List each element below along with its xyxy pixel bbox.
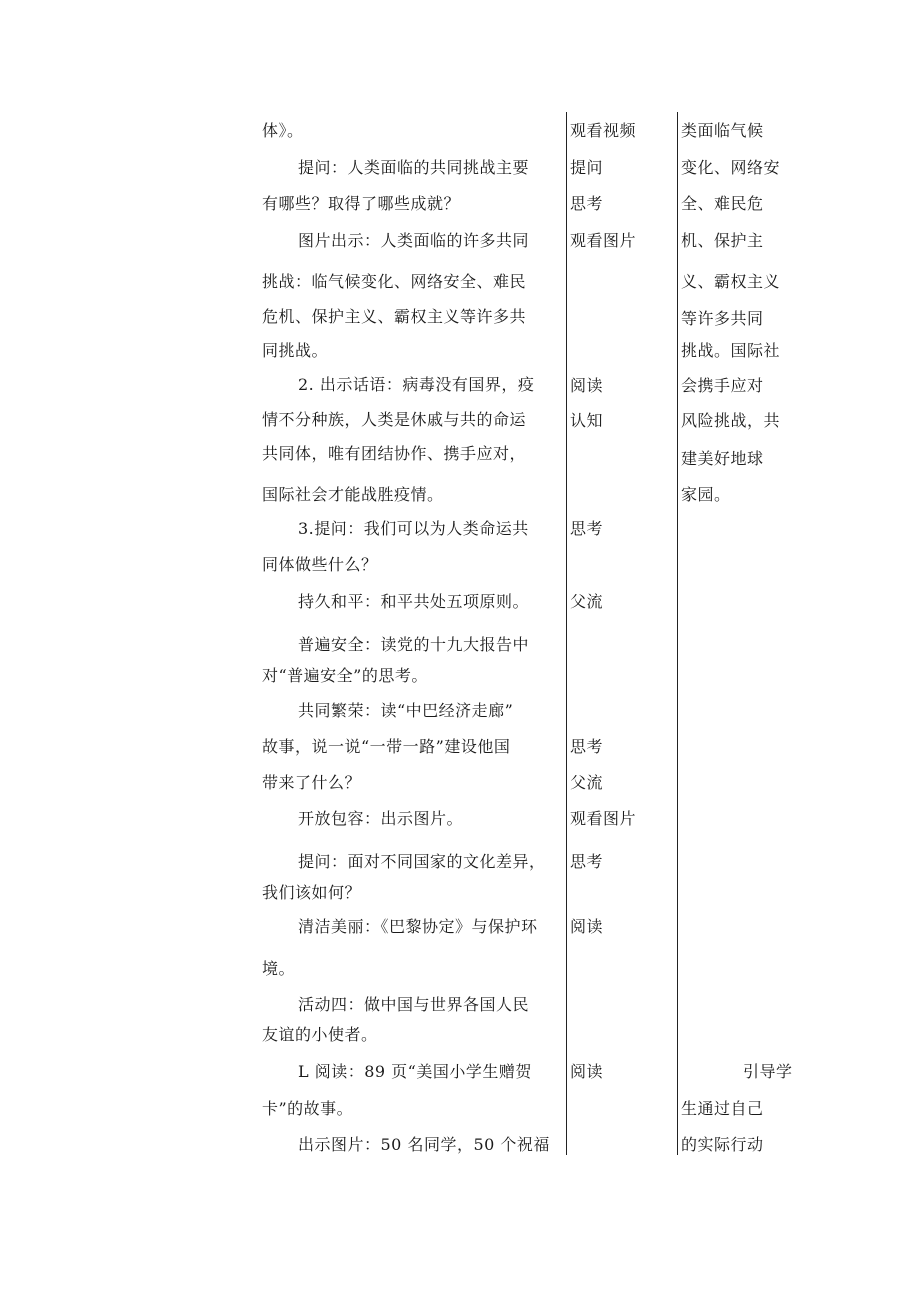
activity-line: 阅读 (570, 376, 604, 395)
content-line: 活动四：做中国与世界各国人民 (298, 995, 530, 1014)
content-line: 国际社会才能战胜疫情。 (262, 485, 444, 504)
activity-line: 观看图片 (570, 231, 637, 250)
activity-line: 阅读 (570, 917, 604, 936)
activity-line: 思考 (570, 519, 604, 538)
content-line: 危机、保护主义、霸权主义等许多共 (262, 307, 527, 326)
content-line: 同体做些什么？ (262, 555, 378, 574)
content-line: 体》。 (262, 121, 304, 140)
intent-line: 等许多共同 (681, 309, 764, 328)
activity-line: 提问 (570, 158, 604, 177)
intent-line: 类面临气候 (681, 121, 764, 140)
content-line: 卡”的故事。 (262, 1099, 354, 1118)
content-line: 2. 出示话语：病毒没有国界，疫 (298, 375, 535, 394)
intent-line: 变化、网络安 (681, 158, 781, 177)
intent-line: 建美好地球 (681, 449, 764, 468)
content-line: 共同繁荣：读“中巴经济走廊” (298, 701, 514, 720)
content-line: L 阅读：89 页“美国小学生赠贺 (298, 1062, 532, 1081)
content-line: 挑战：临气候变化、网络安全、难民 (262, 272, 527, 291)
intent-line: 风险挑战，共 (681, 411, 781, 430)
intent-line: 生通过自己 (681, 1099, 764, 1118)
activity-line: 观看视频 (570, 121, 637, 140)
content-line: 带来了什么？ (262, 773, 362, 792)
content-line: 友谊的小使者。 (262, 1025, 378, 1044)
content-line: 3.提问：我们可以为人类命运共 (298, 519, 529, 538)
activity-line: 思考 (570, 852, 604, 871)
intent-line: 会携手应对 (681, 376, 764, 395)
intent-line: 全、难民危 (681, 194, 764, 213)
content-line: 境。 (262, 959, 296, 978)
content-line: 清洁美丽：《巴黎协定》与保护环 (298, 917, 538, 936)
content-line: 出示图片：50 名同学，50 个祝福 (298, 1135, 550, 1154)
content-line: 情不分种族，人类是休戚与共的命运 (262, 410, 527, 429)
content-line: 我们该如何？ (262, 883, 362, 902)
content-line: 持久和平：和平共处五项原则。 (298, 592, 530, 611)
column-divider-left (566, 112, 567, 1155)
activity-line: 认知 (570, 411, 604, 430)
activity-line: 观看图片 (570, 809, 637, 828)
intent-line: 引导学 (743, 1062, 793, 1081)
content-line: 图片出示：人类面临的许多共同 (298, 231, 530, 250)
activity-line: 思考 (570, 737, 604, 756)
activity-line: 阅读 (570, 1062, 604, 1081)
content-line: 对“普遍安全”的思考。 (262, 666, 428, 685)
content-line: 提问：人类面临的共同挑战主要 (298, 158, 530, 177)
content-line: 同挑战。 (262, 341, 329, 360)
intent-line: 家园。 (681, 485, 731, 504)
intent-line: 机、保护主 (681, 231, 764, 250)
intent-line: 挑战。国际社 (681, 341, 781, 360)
content-line: 故事，说一说“一带一路”建设他国 (262, 737, 511, 756)
content-line: 提问：面对不同国家的文化差异， (298, 852, 546, 871)
content-line: 有哪些？取得了哪些成就？ (262, 194, 461, 213)
column-divider-right (677, 112, 678, 1155)
content-line: 普遍安全：读党的十九大报告中 (298, 635, 530, 654)
content-line: 开放包容：出示图片。 (298, 809, 464, 828)
activity-line: 思考 (570, 194, 604, 213)
activity-line: 父流 (570, 773, 604, 792)
activity-line: 父流 (570, 592, 604, 611)
content-line: 共同体，唯有团结协作、携手应对， (262, 444, 527, 463)
intent-line: 的实际行动 (681, 1135, 764, 1154)
intent-line: 义、霸权主义 (681, 272, 781, 291)
